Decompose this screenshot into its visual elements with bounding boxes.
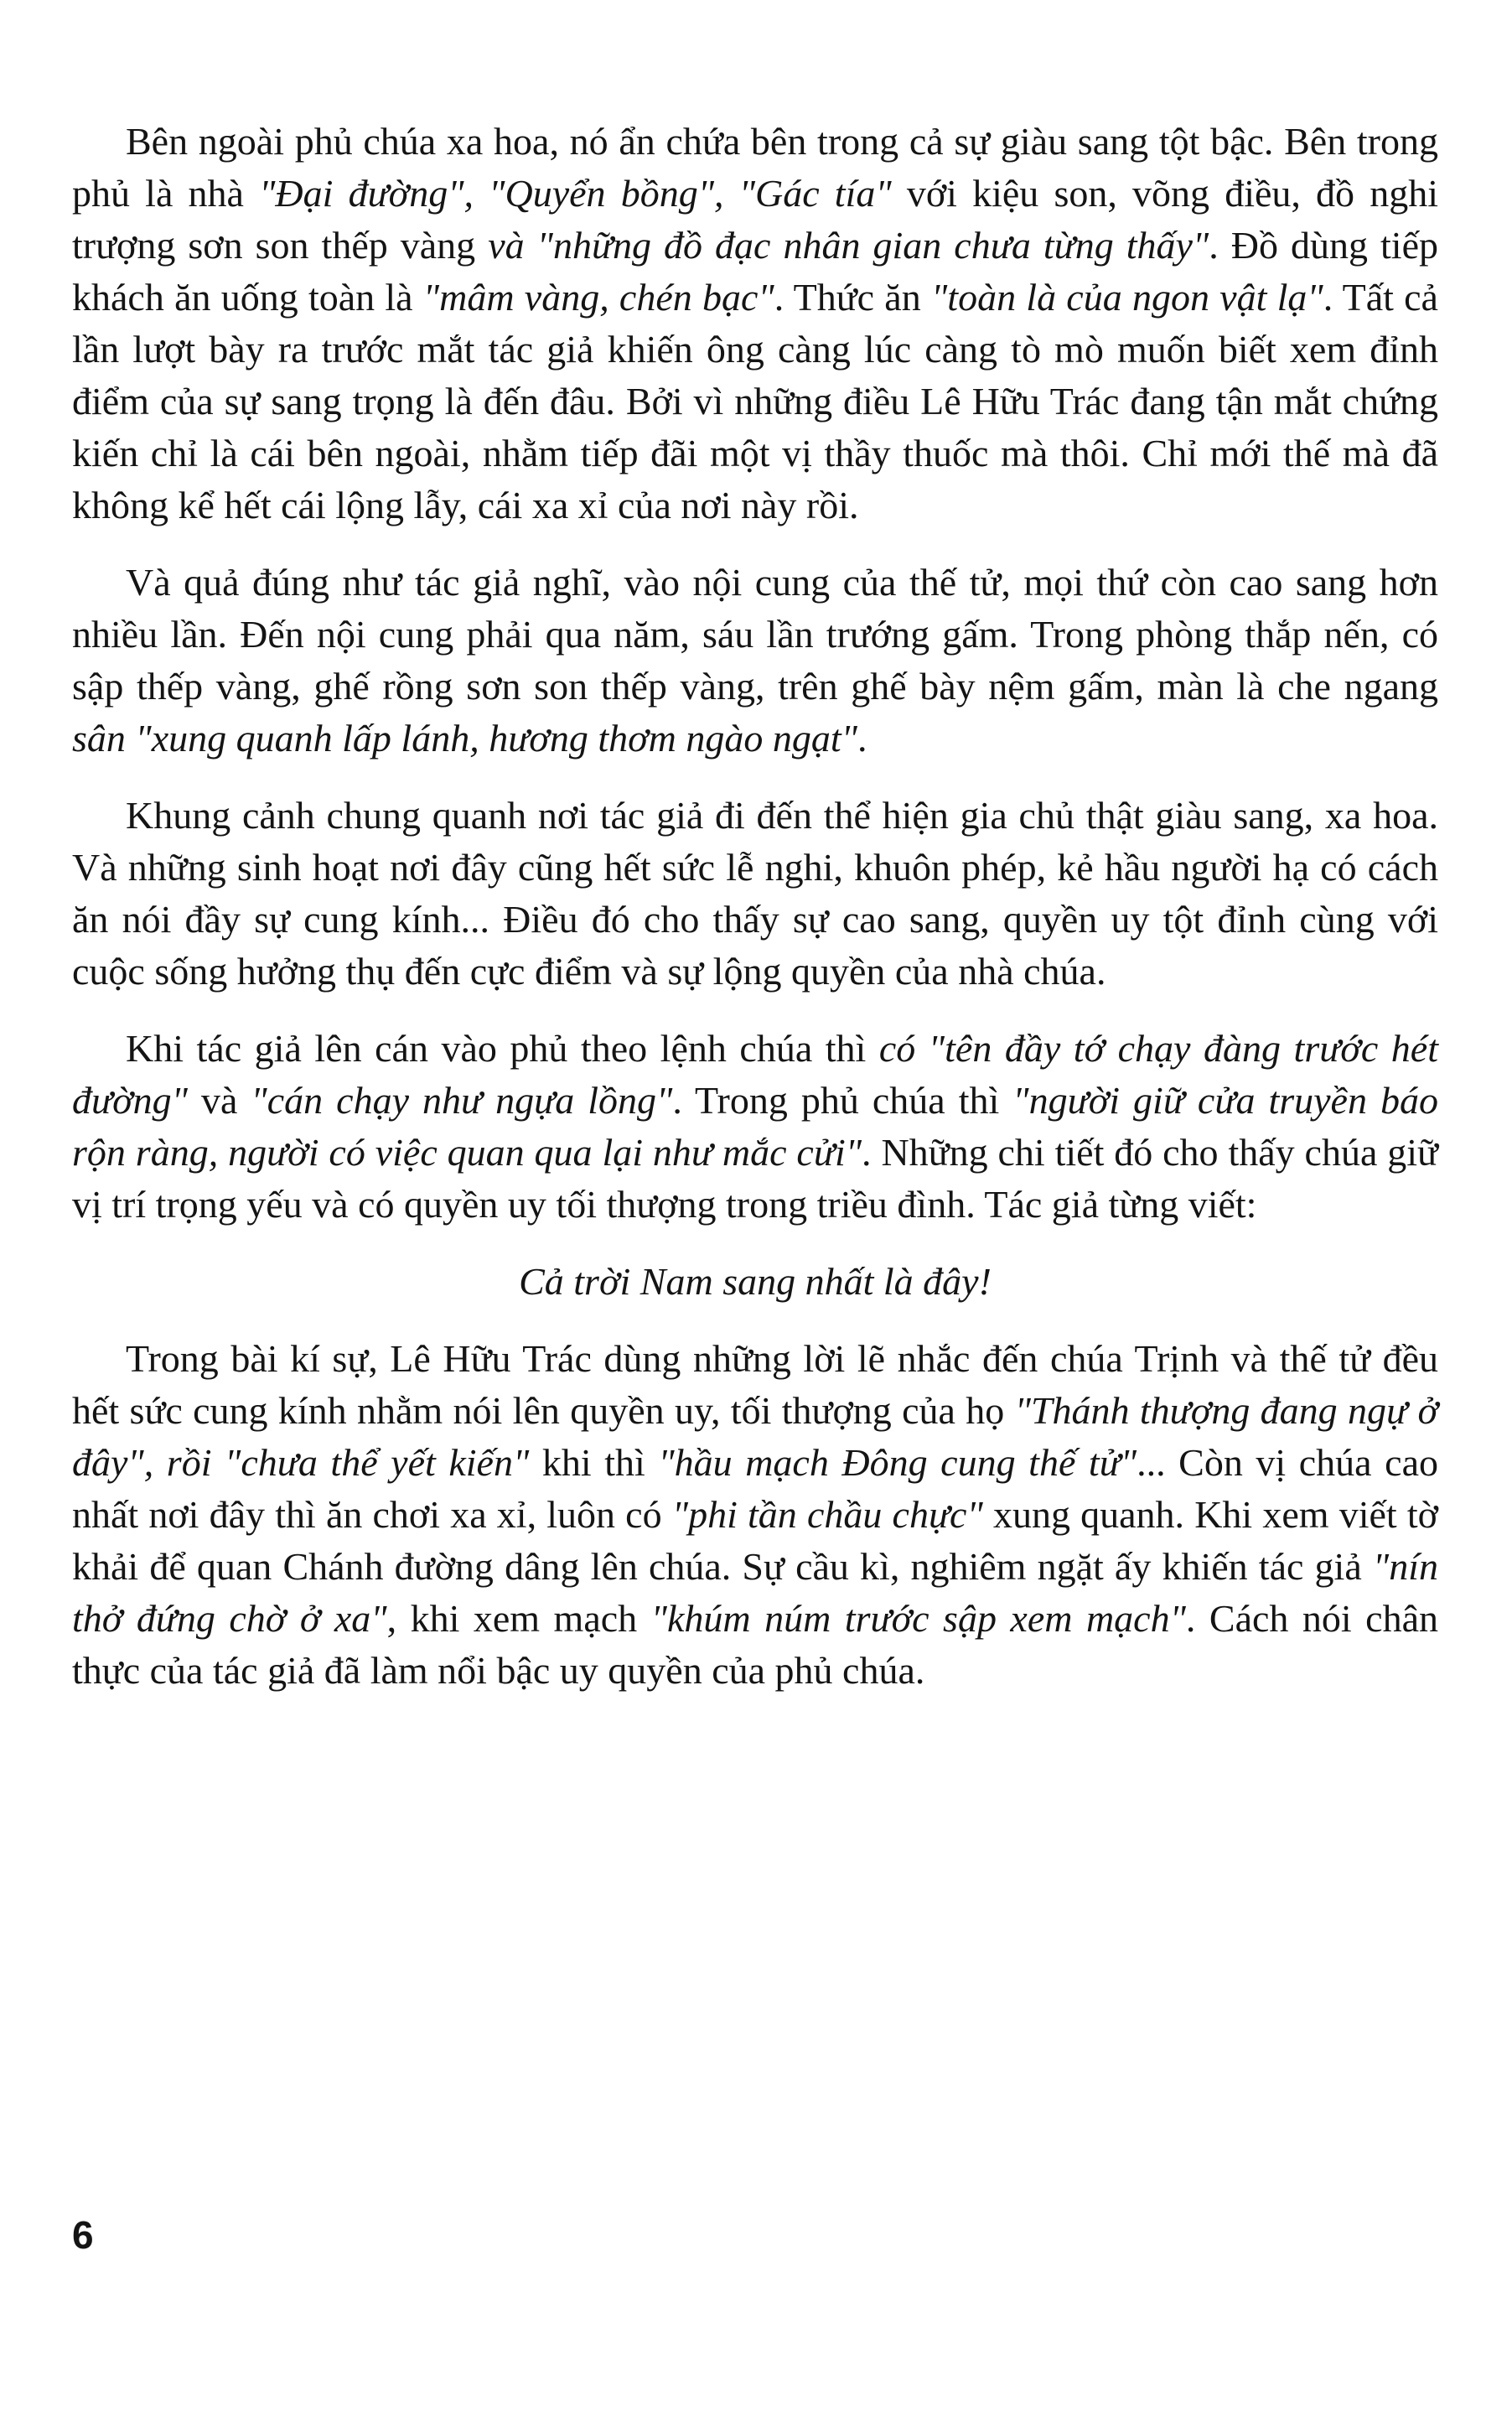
paragraph-4 <box>72 1023 1438 1231</box>
text-run: . <box>857 717 867 760</box>
text-run: và <box>187 1079 251 1122</box>
text-run: với kiệu son, võng điều, đồ nghi trượng sơn son thếp vàng <box>72 172 1438 267</box>
paragraph-3 <box>72 790 1438 998</box>
page-number: 6 <box>72 2213 94 2257</box>
text-run: . Đồ dùng tiếp khách ăn uống toàn là <box>72 224 1438 319</box>
text-run: ... Còn vị chúa cao nhất nơi đây thì ăn chơi xa xỉ, luôn có <box>72 1441 1438 1536</box>
text-run: . Thức ăn <box>774 276 931 319</box>
italic-quote-run: "mâm vàng, chén bạc" <box>422 276 774 319</box>
italic-quote-run: "toàn là của ngon vật lạ" <box>930 276 1323 319</box>
italic-quote-run: có "tên đầy tớ chạy đàng trước hét đường" <box>72 1027 1438 1122</box>
text-run: Và quả đúng như tác giả nghĩ, vào nội cung của thế tử, mọi thứ còn cao sang hơn nhiều lần. Đến nội cung phải qua năm, sáu lần trướng gấm. Trong phòng thắp nến, có sập thếp vàng, ghế rồng sơn son thếp vàng, trên ghế bày nệm gấm, màn là che ngang <box>72 561 1438 708</box>
italic-quote-run: "phi tần chầu chực" <box>671 1493 983 1536</box>
verse-quote: Cả trời Nam sang nhất là đây! <box>519 1260 992 1303</box>
paragraph-5 <box>72 1333 1438 1697</box>
page-content <box>72 116 1438 1722</box>
paragraph-2 <box>72 557 1438 765</box>
text-run: . Cách nói chân thực của tác giả đã làm nổi bậc uy quyền của phủ chúa. <box>72 1597 1439 1692</box>
italic-quote-run: "nín thở đứng chờ ở xa" <box>72 1545 1438 1640</box>
text-run: . Những chi tiết đó cho thấy chúa giữ vị trí trọng yếu và có quyền uy tối thượng trong triều đình. Tác giả từng viết: <box>72 1131 1438 1226</box>
paragraph-1 <box>72 116 1438 531</box>
italic-quote-run: "Thánh thượng đang ngự ở đây", rồi "chưa thể yết kiến" <box>72 1389 1438 1484</box>
text-run: Trong bài kí sự, Lê Hữu Trác dùng những lời lẽ nhắc đến chúa Trịnh và thế tử đều hết sức cung kính nhằm nói lên quyền uy, tối thượng của họ <box>72 1337 1438 1432</box>
text-run: Khung cảnh chung quanh nơi tác giả đi đến thể hiện gia chủ thật giàu sang, xa hoa. Và những sinh hoạt nơi đây cũng hết sức lễ nghi, khuôn phép, kẻ hầu người hạ có cách ăn nói đầy sự cung kính... Điều đó cho thấy sự cao sang, quyền uy tột đỉnh cùng với cuộc sống hưởng thụ đến cực điểm và sự lộng quyền của nhà chúa. <box>72 794 1438 993</box>
text-run: Khi tác giả lên cán vào phủ theo lệnh chúa thì <box>126 1027 879 1070</box>
italic-quote-run: "cán chạy như ngựa lồng" <box>251 1079 673 1122</box>
text-run: Bên ngoài phủ chúa xa hoa, nó ẩn chứa bên trong cả sự giàu sang tột bậc. Bên trong phủ là nhà <box>72 120 1438 215</box>
text-run: khi thì <box>529 1441 659 1484</box>
text-run: xung quanh. Khi xem viết tờ khải để quan Chánh đường dâng lên chúa. Sự cầu kì, nghiêm ngặt ấy khiến tác giả <box>72 1493 1438 1588</box>
italic-quote-run: "hầu mạch Đông cung thế tử" <box>658 1441 1137 1484</box>
text-run: . Trong phủ chúa thì <box>672 1079 1013 1122</box>
italic-quote-run: và "những đồ đạc nhân gian chưa từng thấy" <box>488 224 1209 267</box>
italic-quote-run: "người giữ cửa truyền báo rộn ràng, người có việc quan qua lại như mắc cửi" <box>72 1079 1438 1174</box>
italic-quote-run: "Đại đường", "Quyển bồng", "Gác tía" <box>259 172 892 215</box>
italic-quote-run: sân "xung quanh lấp lánh, hương thơm ngào ngạt" <box>72 717 857 760</box>
italic-quote-run: "khúm núm trước sập xem mạch" <box>650 1597 1186 1640</box>
text-run: , khi xem mạch <box>386 1597 651 1640</box>
text-run: . Tất cả lần lượt bày ra trước mắt tác giả khiến ông càng lúc càng tò mò muốn biết xem đỉnh điểm của sự sang trọng là đến đâu. Bởi vì những điều Lê Hữu Trác đang tận mắt chứng kiến chỉ là cái bên ngoài, nhằm tiếp đãi một vị thầy thuốc mà thôi. Chỉ mới thế mà đã không kể hết cái lộng lẫy, cái xa xỉ của nơi này rồi. <box>72 276 1438 526</box>
